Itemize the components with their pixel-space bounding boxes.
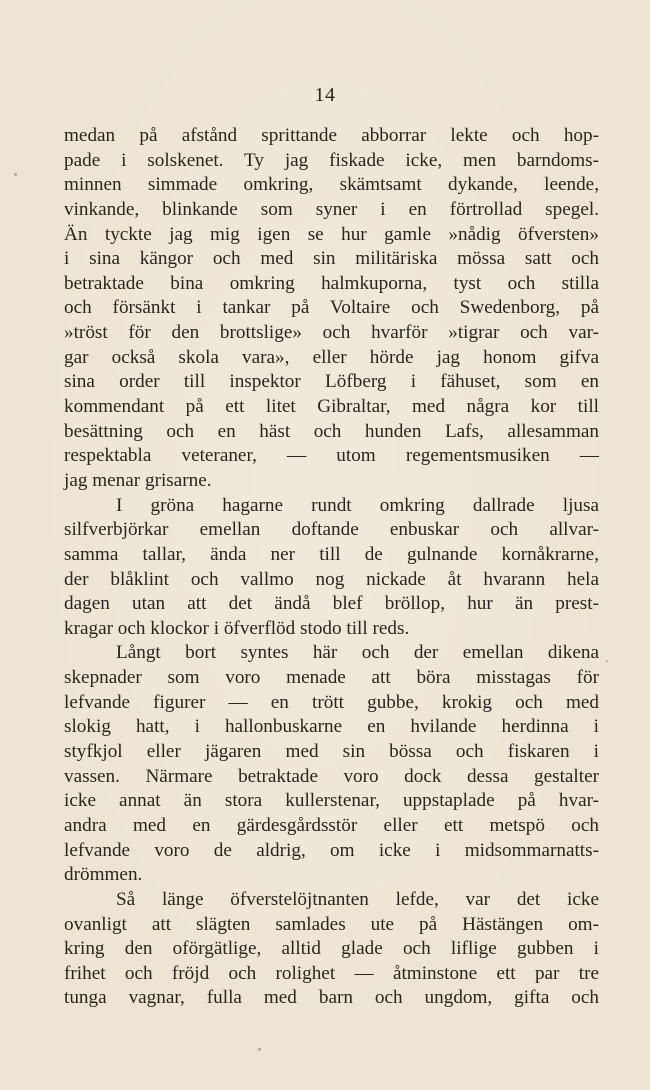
text-line: respektabla veteraner, — utom regementsmusiken — bbox=[64, 445, 599, 467]
text-line: pade i solskenet. Ty jag fiskade icke, men barndoms- bbox=[64, 149, 599, 171]
text-line: jag menar grisarne. bbox=[64, 469, 212, 491]
text-line: silfverbjörkar emellan doftande enbuskar och allvar- bbox=[64, 519, 599, 541]
text-line: kommendant på ett litet Gibraltar, med några kor till bbox=[64, 396, 599, 418]
text-line: vassen. Närmare betraktade voro dock dessa gestalter bbox=[64, 765, 599, 787]
paper-speck bbox=[14, 173, 17, 176]
text-line: Än tyckte jag mig igen se hur gamle »nådig öfversten» bbox=[64, 223, 599, 245]
text-line: och försänkt i tankar på Voltaire och Swedenborg, på bbox=[64, 297, 599, 319]
text-line: I gröna hagarne rundt omkring dallrade ljusa bbox=[116, 494, 599, 516]
text-line: gar också skola vara», eller hörde jag honom gifva bbox=[64, 346, 599, 368]
text-line: betraktade bina omkring halmkuporna, tyst och stilla bbox=[64, 272, 599, 294]
text-line: lefvande figurer — en trött gubbe, krokig och med bbox=[64, 691, 599, 713]
text-line: minnen simmade omkring, skämtsamt dykande, leende, bbox=[64, 174, 599, 196]
text-line: kring den oförgätlige, alltid glade och liflige gubben i bbox=[64, 938, 599, 960]
paper-speck bbox=[258, 1048, 261, 1051]
paper-speck bbox=[606, 660, 608, 662]
text-line: Långt bort syntes här och der emellan dikena bbox=[116, 642, 599, 664]
text-line: Så länge öfverstelöjtnanten lefde, var det icke bbox=[116, 888, 599, 910]
body-text bbox=[64, 124, 599, 1011]
text-line: slokig hatt, i hallonbuskarne en hvilande herdinna i bbox=[64, 716, 599, 738]
text-line: sina order till inspektor Löfberg i fähuset, som en bbox=[64, 371, 599, 393]
page-number: 14 bbox=[314, 84, 336, 106]
text-line: icke annat än stora kullerstenar, uppstaplade på hvar- bbox=[64, 790, 599, 812]
text-line: frihet och fröjd och rolighet — åtminstone ett par tre bbox=[64, 962, 599, 984]
text-line: ovanligt att slägten samlades ute på Hästängen om- bbox=[64, 913, 599, 935]
text-line: lefvande voro de aldrig, om icke i midsommarnatts- bbox=[64, 839, 599, 861]
text-line: besättning och en häst och hunden Lafs, allesamman bbox=[64, 420, 599, 442]
text-line: der blåklint och vallmo nog nickade åt hvarann hela bbox=[64, 568, 599, 590]
text-line: andra med en gärdesgårdsstör eller ett metspö och bbox=[64, 814, 599, 836]
text-line: samma tallar, ända ner till de gulnande kornåkrarne, bbox=[64, 543, 599, 565]
text-line: medan på afstånd sprittande abborrar lekte och hop- bbox=[64, 125, 599, 146]
text-line: »tröst för den brottslige» och hvarför »tigrar och var- bbox=[64, 322, 599, 344]
text-line: vinkande, blinkande som syner i en förtrollad spegel. bbox=[64, 198, 599, 220]
text-line: skepnader som voro menade att böra misstagas för bbox=[64, 667, 599, 689]
text-line: dagen utan att det ändå blef bröllop, hur än prest- bbox=[64, 593, 599, 615]
text-line: kragar och klockor i öfverflöd stodo till reds. bbox=[64, 617, 410, 639]
text-line: i sina kängor och med sin militäriska mössa satt och bbox=[64, 248, 599, 270]
text-line: styfkjol eller jägaren med sin bössa och fiskaren i bbox=[64, 741, 599, 763]
text-line: tunga vagnar, fulla med barn och ungdom, gifta och bbox=[64, 987, 599, 1009]
text-line: drömmen. bbox=[64, 864, 143, 886]
